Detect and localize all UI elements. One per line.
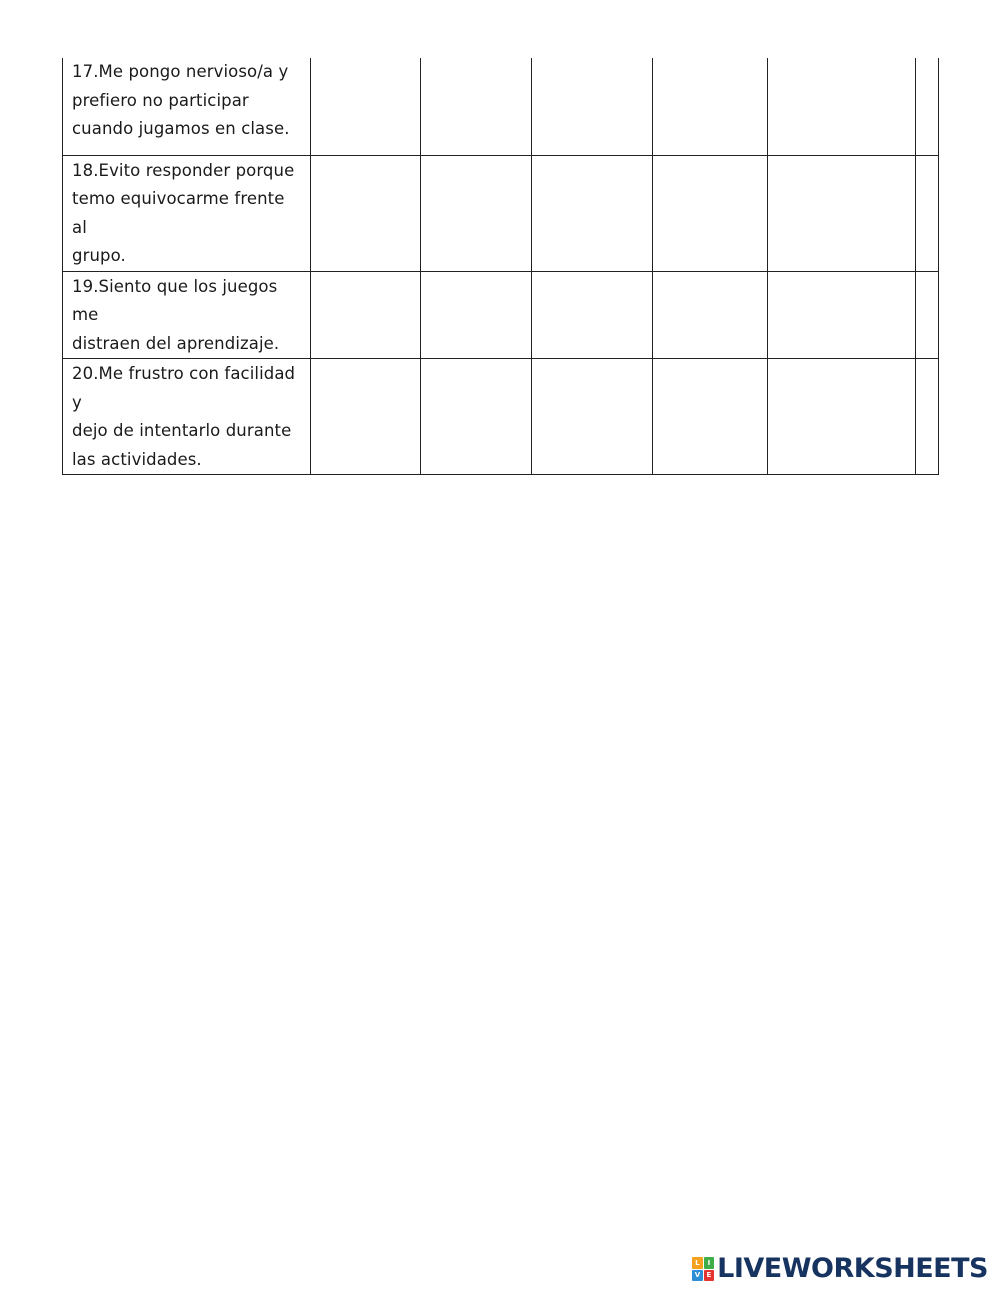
answer-cell[interactable] [311,271,421,359]
logo-mark-tile: E [704,1270,715,1282]
survey-table [62,58,939,475]
table-row [63,359,939,475]
question-cell [63,58,311,155]
answer-cell[interactable] [532,155,653,271]
question-text-line: 17.Me pongo nervioso/a y [72,62,289,81]
answer-cell[interactable] [653,359,768,475]
table-row [63,271,939,359]
question-text-line: dejo de intentarlo durante [72,421,292,440]
answer-cell[interactable] [768,359,916,475]
answer-cell[interactable] [916,271,939,359]
question-text-line: grupo. [72,246,126,265]
answer-cell[interactable] [768,271,916,359]
question-text-line: 19.Siento que los juegos me [72,276,278,324]
answer-cell[interactable] [532,359,653,475]
answer-cell[interactable] [311,359,421,475]
answer-cell[interactable] [421,359,532,475]
answer-cell[interactable] [916,359,939,475]
liveworksheets-logo [692,1254,988,1284]
question-text-line: distraen del aprendizaje. [72,333,280,353]
answer-cell[interactable] [916,155,939,271]
question-text-line: cuando jugamos en clase. [72,119,290,138]
answer-cell[interactable] [653,58,768,155]
table-row [63,155,939,271]
answer-cell[interactable] [532,271,653,359]
answer-cell[interactable] [653,271,768,359]
question-cell [63,359,311,475]
question-text-line: 20.Me frustro con facilidad y [72,364,296,412]
answer-cell[interactable] [768,58,916,155]
answer-cell[interactable] [532,58,653,155]
answer-cell[interactable] [768,155,916,271]
answer-cell[interactable] [421,58,532,155]
answer-cell[interactable] [421,155,532,271]
question-cell [63,155,311,271]
question-text-line: prefiero no participar [72,90,249,110]
question-text-line: temo equivocarme frente al [72,189,285,237]
answer-cell[interactable] [653,155,768,271]
logo-mark-tile: L [692,1257,703,1269]
logo-mark-tile: I [704,1257,715,1269]
question-text-line: las actividades. [72,449,202,469]
answer-cell[interactable] [916,58,939,155]
question-text-line: 18.Evito responder porque [72,160,295,180]
question-cell [63,271,311,359]
answer-cell[interactable] [311,58,421,155]
logo-mark-icon [692,1257,714,1281]
table-row [63,58,939,155]
answer-cell[interactable] [421,271,532,359]
logo-mark-tile: V [692,1270,703,1282]
logo-text: LIVEWORKSHEETS [717,1253,988,1284]
answer-cell[interactable] [311,155,421,271]
